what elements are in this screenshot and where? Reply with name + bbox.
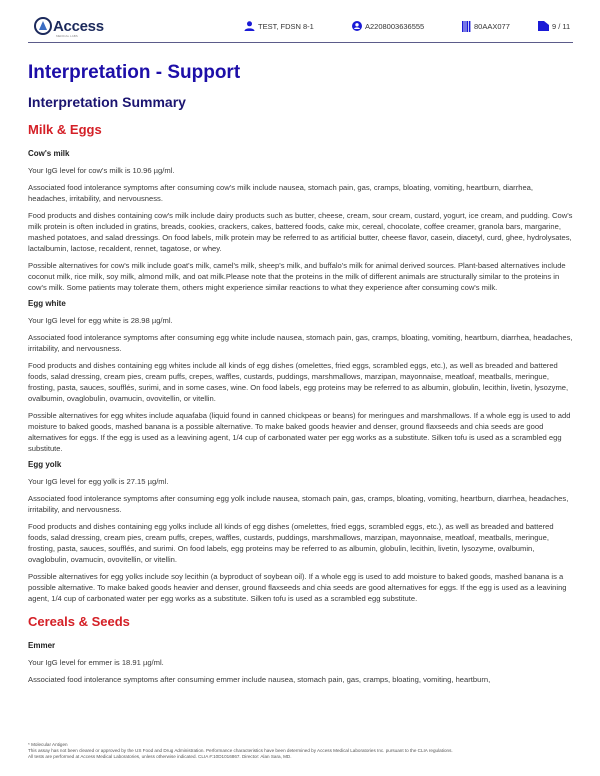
patient-name: TEST, FDSN 8-1 xyxy=(258,21,314,31)
food-name: Egg yolk xyxy=(28,460,62,469)
page-indicator: 9 / 11 xyxy=(552,21,571,31)
barcode-id: 80AAX077 xyxy=(474,22,510,31)
food-entry-egg-white xyxy=(28,299,573,454)
document-icon xyxy=(538,21,549,31)
person-icon xyxy=(244,21,255,31)
page-subtitle: Interpretation Summary xyxy=(28,94,186,110)
igg-level-text: Your IgG level for cow's milk is 10.96 µg/ml. xyxy=(28,166,175,175)
symptoms-text: Associated food intolerance symptoms after consuming emmer include nausea, stomach pain, gas, cramps, bloating, vomiting, heartburn, xyxy=(28,675,491,684)
symptoms-text: Associated food intolerance symptoms after consuming egg white include nausea, stomach pain, gas, cramps, bloating, vomiting, heartburn, diarrhea, headaches, irritability, and nervousness. xyxy=(28,333,573,353)
footer-note: * Molecular Antigen xyxy=(28,742,68,747)
page-title: Interpretation - Support xyxy=(28,62,241,83)
alternatives-text: Possible alternatives for egg yolks include soy lecithin (a byproduct of soybean oil). If a whole egg is used to add moisture to baked goods, mashed banana is a possible alternative. To make baked goods heavier and denser, ground flaxseeds and chia seeds are good alternatives for eggs. If the egg is used as a leavining agent, 1/4 cup of carbonated water per egg works as a substitute. Silken tofu is used as a scrambled egg substitute. xyxy=(28,572,567,603)
account-circle-icon xyxy=(352,21,362,31)
barcode-icon xyxy=(462,21,471,32)
alternatives-text: Possible alternatives for cow's milk include goat's milk, camel's milk, sheep's milk, and buffalo's milk for animal derived sources. Plant-based alternatives include coconut milk, rice milk, soy milk, almond milk, and oat milk.Please note that the proteins in the milk of different animals are structurally similar to the proteins in cow's milk. Some patients may tolerate them, others might experience similar reactions to what they experience after consuming cow's milk. xyxy=(28,261,566,292)
accession-id: A2208003636555 xyxy=(365,21,425,31)
food-name: Egg white xyxy=(28,299,66,308)
category-heading: Cereals & Seeds xyxy=(28,614,130,629)
symptoms-text: Associated food intolerance symptoms after consuming egg yolk include nausea, stomach pain, gas, cramps, bloating, vomiting, heartburn, diarrhea, headaches, irritability, and nervousness. xyxy=(28,494,569,514)
page-footer xyxy=(28,742,578,760)
footer-disclaimer: This assay has not been cleared or approved by the US Food and Drug Administration. Performance characteristics have been determined by Access Medical Laboratories Inc. pursuant to the CLIA regulations. xyxy=(28,748,453,753)
category-heading: Milk & Eggs xyxy=(28,122,102,137)
category-milk-eggs xyxy=(28,122,573,604)
page-header xyxy=(28,14,573,43)
igg-level-text: Your IgG level for egg yolk is 27.15 µg/ml. xyxy=(28,477,169,486)
products-text: Food products and dishes containing egg whites include all kinds of egg dishes (omelettes, fried eggs, scrambled eggs, etc.), as well as breaded and battered foods, salad dressing, cream pies, cream puffs, crepes, waffles, custards, puddings, marshmallows, marzipan, mayonnaise, meatloaf, meatballs, meringue, frosting, pasta, sauces, soufflés, surimi, and in some cases, wine. On food labels, egg proteins may be referred to as albumin, globulin, lecithin, livetin, lysozyme, ovalbumin, ovaglobulin, ovamucin, ovovitellin, or vitellin. xyxy=(28,361,569,403)
interpretation-content xyxy=(28,122,573,691)
igg-level-text: Your IgG level for emmer is 18.91 µg/ml. xyxy=(28,658,164,667)
igg-level-text: Your IgG level for egg white is 28.98 µg/ml. xyxy=(28,316,173,325)
symptoms-text: Associated food intolerance symptoms after consuming cow's milk include nausea, stomach pain, gas, cramps, bloating, vomiting, heartburn, diarrhea, headaches, irritability, and nervousness. xyxy=(28,183,533,203)
products-text: Food products and dishes containing cow's milk include dairy products such as butter, cheese, cream, sour cream, custard, yogurt, ice cream, and pudding. Cow's milk protein is often included in gratins, breads, cookies, crackers, cakes, battered foods, cake mix, cereal, chocolate, coffee creamer, granola bars, margarine, mashed potatoes, and salad dressings. On food labels, milk protein may be referred to as artificial butter, cheese flavor, casein, diacetyl, curd, ghee, hydrolysates, lactalbumin, lactose, recaldent, rennet, tagatose, or whey. xyxy=(28,211,573,253)
footer-clia: All tests are performed at Access Medical Laboratories, unless otherwise indicated. CLIA #:10D1016867. Director: Alan Sara, MD. xyxy=(28,754,292,759)
logo-mark-icon xyxy=(34,17,52,35)
patient-name-field xyxy=(244,21,314,31)
products-text: Food products and dishes containing egg yolks include all kinds of egg dishes (omelettes, fried eggs, scrambled eggs, etc.), as well as breaded and battered foods, salad dressing, cream pies, cream puffs, crepes, waffles, custards, puddings, marshmallows, marzipan, mayonnaise, meatloaf, meatballs, meringue, frosting, pasta, sauces, soufflés, and surimi. On food labels, egg proteins may be referred to as albumin, globulin, lecithin, livetin, lysozyme, ovalbumin, ovaglobulin, ovamucin, ovovitellin, or vitellin. xyxy=(28,522,554,564)
barcode-field xyxy=(462,21,510,32)
category-cereals-seeds xyxy=(28,614,573,685)
accession-field xyxy=(352,21,424,31)
logo-subtext: MEDICAL LABS xyxy=(56,34,78,38)
access-logo xyxy=(34,17,104,38)
food-entry-cows-milk xyxy=(28,149,573,293)
food-entry-emmer xyxy=(28,641,573,685)
food-entry-egg-yolk xyxy=(28,460,573,604)
page-indicator-field xyxy=(538,21,570,31)
food-name: Emmer xyxy=(28,641,56,650)
food-name: Cow's milk xyxy=(28,149,70,158)
logo-text: Access xyxy=(53,17,104,35)
alternatives-text: Possible alternatives for egg whites include aquafaba (liquid found in canned chickpeas or beans) for meringues and marshmallows. If a whole egg is used to add moisture to baked goods, mashed banana is a possible alternative. To make baked goods heavier and denser, ground flaxseeds and chia seeds are good alternatives for eggs. If the egg is used as a leavining agent, 1/4 cup of carbonated water per egg works as a substitute. Silken tofu is used as a scrambled egg substitute. xyxy=(28,411,571,453)
